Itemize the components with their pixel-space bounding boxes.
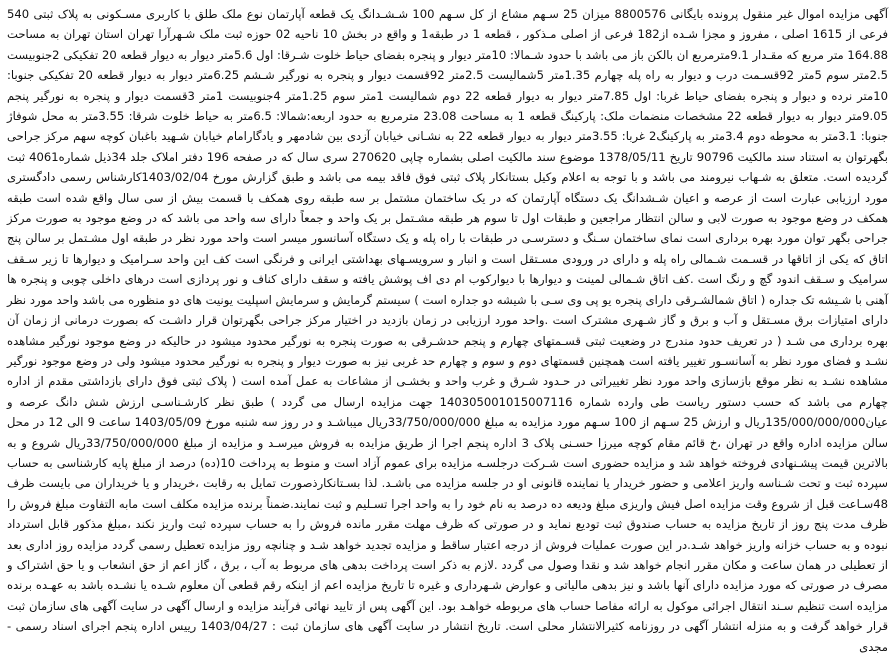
notice-body-text: آگهی مزایده اموال غیر منقول پرونده بایگانی 8800576 میزان 25 سـهم مشاع از کل سـهم 100 شـشـدانگ یک قطعه آپارتمان نوع ملک طلق با کاربری مسـکونی به پلاک ثبتی 540 فرعی از 1615 اصلی ، مفروز و مجزا شـده از182 فرعی از اصلی مـذکور ، قطعه 1 در طبقه1 و واقع در بخش 10 ناحیه 02 حوزه ثبت ملک شـهرآرا تهران استان تهران به مساحت 164.88 متر مربع که مقـدار 9.1مترمربع ان بالکن باز می باشد با حدود شـمالا: 10متر دیوار و پنجره بفضای حیاط خلوت شـرقا: اول 5.6متر دیوار به دیوار قطعه 20 تفکیکی 2جنوبیست 2.5متر سوم 5متر 92قسـمت درب و دیوار به راه پله چهارم 1.35متر 5شمالیست 2.5متر 92قسمت دیوار و پنجره به نورگیر شـشم 6.25متر دیوار به دیوار قطعه 20 تفکیکی جنوبا: 10متر نرده و دیوار و پنجره بفضای حیاط غربا: اول 7.85متر دیوار به دیوار قطعه 22 دوم شمالیست 1متر سوم 1.25متر 4جنوبیست 1متر 3قسمت دیوار و پنجره به نورگیر پنجم 9.05متر دیوار به دیوار قطعه 22 مشخصات منضمات ملک: پارکینگ قطعه 1 به مساحت 23.08 مترمربع به حدود اربعه:شمالا: 6.5متر به حیاط خلوت شرقا: 3.55متر به محل شوفاژ جنوبا: 3.1متر به محوطه دوم 3.4متر به پارکینگ2 غربا: 3.55متر دیوار به دیوار قطعه 22 به نشـانی خیابان آزدی بین شادمهر و یادگارامام خیابان شـهید باغبان کوچه سهم مرکز جراحی بگهرتوان به استناد سند مالکیت 90796 تاریخ 1378/05/11 موضوع سند مالکیت اصلی بشماره چاپی 270620 سری سال که در صفحه 196 دفتر املاک جلد 34ذیل شماره4061 ثبت گردیده است. متعلق به شـهاب نیرومند می باشد و با توجه به اعلام وکیل بستانکار پلاک ثبتی فوق فاقد بیمه می باشد و طبق گزارش مورخ 1403/02/04کارشناس رسمی دادگستری مورد ارزیابی عبارت است از عرصه و اعیان شـشدانگ یک دستگاه آپارتمان که در یک ساختمان مشتمل بر سه طبقه روی همکف با قسمت بیش از سی سال واقع شده است طبقه همکف در وضع موجود به صورت لابی و سالن انتظار مراجعین و طبقات اول تا سوم هر طبقه مشـتمل بر یک واحد و جمعاً دارای سه واحد می باشد که در وضع موجود به صورت مرکز جراحی بگهر توان مورد بهره برداری است نمای ساختمان سـنگ و دسترسـی در طبقات با راه پله و یک دستگاه آسانسور میسر است واحد مورد نظر در طبقه اول مشـتمل بر سالن پنج اتاق که یکی از اتاقها در قسـمت شـمالی راه پله و دارای در ورودی مسـتقل است و انبار و سرویسـهای بهداشتی ایرانی و فرنگی است کف این واحد سـرامیک و دیوارها تا زیر سـقف سرامیک و سـقف اندود گچ و رنگ است .کف اتاق شـمالی لمینت و دیوارها با دیوارکوب ام دی اف پوشش یافته و سقف دارای کناف و نور پردازی است درهای داخلی چوبی و پنجره ها آهنی با شـیشه تک جداره ( اتاق شمالشـرقی دارای پنجره یو پی وی سـی با شیشه دو جداره است ) سیستم گرمایش و سرمایش اسپلیت یونیت های دو منظوره می باشد واحد مورد نظر دارای امتیازات برق مسـتقل و آب و برق و گاز شـهری مشترک است .واحد مورد ارزیابی در زمان بازدید در اختیار مرکز جراحی بگهرتوان قرار داشـت که بصورت درمانی از زمان آن بهره برداری می شـد ( در تعریف حدود مندرج در وضعیت ثبتی قسـمتهای چهارم و پنجم حدشـرقی به صورت پنجره به نورگیر محدود میشود در حالیکه در وضع موجود نورگیر مشاهده نشـد و فضای مورد نظر به آسانسـور تغییر یافته است همچنین قسمتهای دوم و سوم و چهارم حد غربی نیز به صورت دیوار و پنجره به نورگیر محدود میشود ولی در وضع موجود نورگیر مشاهده نشـد به نظر موقع بازسازی واحد مورد نظر تغییراتی در حـدود شـرق و غرب واحد و بخشـی از مشاعات به عمل آمده است ( پلاک ثبتی فوق دارای بازداشتی مقدم از اداره چهارم می باشد که حسب دستور ریاست طی وارده شماره 140305001015007116 جهت مزایده ارسال می گردد ) طبق نظر کارشـناسـی ارزش شش دانگ عرصه و عیان135/000/000/000ریال و ارزش 25 سـهم از 100 سـهم مورد مزایده به مبلغ 33/750/000/000ریال میباشـد و در روز سه شنبه مورخ 1403/05/09 ساعت 9 الی 12 در محل سالن مزایده اداره واقع در تهران ،خ قائم مقام کوچه میرزا حسـنی پلاک 3 اداره پنجم اجرا از طریق مزایده به فروش میرسـد و مزایده از مبلغ 33/750/000/000ریال شروع و به بالاترین قیمت پیشـنهادی فروخته خواهد شد و مزایده حضوری است شـرکت درجلسـه مزایده برای عموم آزاد است و منوط به پرداخت 10(ده) درصد از مبلغ پایه کارشناسی به حساب سپرده ثبت و تحت شـناسه واریز اعلامی و حضور خریدار یا نماینده قانونی او در جلسه مزایده می باشـد. لذا بسـتانکارذصورت تمایل به رقابت ،خریدار و یا خریداران می بایست ظرف 48سـاعت قبل از شروع وقت مزایده اصل فیش واریزی مبلغ ودیعه ده درصد به نام خود را به واحد اجرا تسـلیم و ثبت نمایند.ضمناً برنده مزایده مکلف است مابه التفاوت مبلغ فروش را ظرف مدت پنج روز از تاریخ مزایده به حساب صندوق ثبت تودیع نماید و در صورتی که ظرف مهلت مقرر مانده فروش را به حساب سپرده ثبت واریز نکند ،مبلغ مذکور قابل استرداد نبوده و به حساب خزانه واریز خواهد شـد.در این صورت عملیات فروش از درجه اعتبار ساقط و مزایده تجدید خواهد شـد و چنانچه روز مزایده تعطیل رسمی گردد مزایده روز اداری بعد از تعطیلی در همان ساعت و مکان مقرر انجام خواهد شد و نقدا وصول می گردد .لازم به ذکر است پرداخت بدهی های مربوط به آب ، برق ، گاز اعم از حق انشعاب و یا حق اشتراک و مصرف در صورتی که مورد مزایده دارای آنها باشد و نیز بدهی مالیاتی و عوارض شـهرداری و غیره تا تاریخ مزایده اعم از اینکه رقم قطعی آن معلوم شـده یا نشـده باشد به عهـده برنده مزایده است تنظیم سـند انتقال اجرائی موکول به ارائه مفاصا حساب های مربوطه خواهـد بود. این آگهی پس از تایید نهائی فرآیند مزایده و ارسال آگهی در سایت آگهی های سازمان ثبت قرار خواهد گرفت و به منزله انتشار آگهی در روزنامه کثیرالانتشار محلی است. تاریخ انتشار در سایت آگهی های سازمان ثبت : 1403/04/27 رییس اداره پنجم اجرای اسناد رسمی - مجدی <box>7 7 889 654</box>
